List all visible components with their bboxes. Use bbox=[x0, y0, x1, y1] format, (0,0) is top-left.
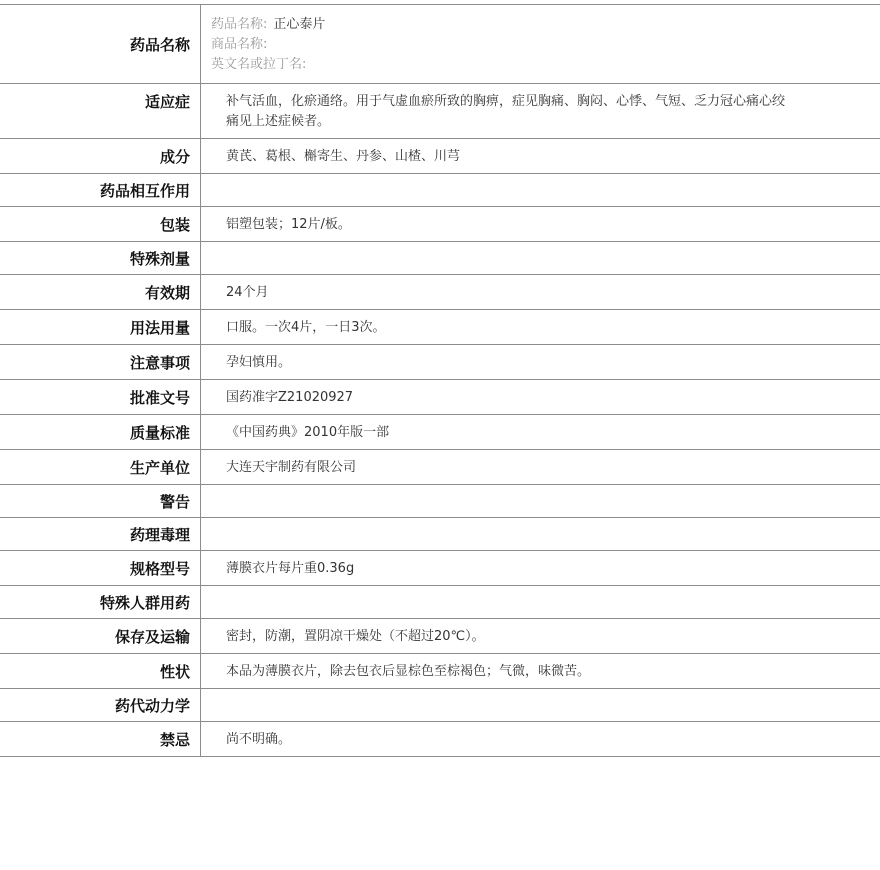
row-label: 性状 bbox=[0, 654, 201, 688]
row-label: 生产单位 bbox=[0, 450, 201, 484]
drug-name-key: 药品名称: bbox=[211, 17, 268, 32]
english-name-key: 英文名或拉丁名: bbox=[211, 57, 307, 72]
row-specification bbox=[0, 551, 880, 586]
row-packaging bbox=[0, 207, 880, 242]
row-drug-interactions bbox=[0, 174, 880, 207]
row-special-dosage bbox=[0, 242, 880, 275]
row-value: 本品为薄膜衣片，除去包衣后显棕色至棕褐色；气微，味微苦。 bbox=[226, 664, 591, 679]
row-contraindications bbox=[0, 722, 880, 757]
row-label: 适应症 bbox=[0, 84, 201, 138]
row-value: 24个月 bbox=[226, 285, 269, 300]
row-value: 口服。一次4片，一日3次。 bbox=[226, 320, 386, 335]
row-value bbox=[201, 242, 880, 274]
row-warning bbox=[0, 485, 880, 518]
row-label: 药品名称 bbox=[0, 5, 201, 83]
row-label: 药品相互作用 bbox=[0, 174, 201, 206]
row-value: 尚不明确。 bbox=[226, 732, 292, 747]
row-dosage bbox=[0, 310, 880, 345]
row-quality-standard bbox=[0, 415, 880, 450]
row-value bbox=[201, 689, 880, 721]
row-label: 用法用量 bbox=[0, 310, 201, 344]
row-value: 黄芪、葛根、槲寄生、丹参、山楂、川芎 bbox=[226, 149, 461, 164]
row-label: 有效期 bbox=[0, 275, 201, 309]
row-shelf-life bbox=[0, 275, 880, 310]
row-label: 禁忌 bbox=[0, 722, 201, 756]
trade-name-key: 商品名称: bbox=[211, 37, 268, 52]
row-value: 密封，防潮，置阴凉干燥处（不超过20℃）。 bbox=[226, 629, 485, 644]
row-value bbox=[201, 174, 880, 206]
english-name-line bbox=[211, 55, 870, 75]
row-ingredients bbox=[0, 139, 880, 174]
row-label: 药理毒理 bbox=[0, 518, 201, 550]
row-label: 包装 bbox=[0, 207, 201, 241]
row-value bbox=[201, 485, 880, 517]
row-label: 警告 bbox=[0, 485, 201, 517]
drug-name-value: 正心泰片 bbox=[273, 17, 326, 32]
row-label: 注意事项 bbox=[0, 345, 201, 379]
drug-names-block bbox=[201, 5, 880, 83]
row-precautions bbox=[0, 345, 880, 380]
row-value bbox=[201, 586, 880, 618]
row-value: 《中国药典》2010年版一部 bbox=[226, 425, 390, 440]
row-value: 国药准字Z21020927 bbox=[226, 390, 354, 405]
row-approval-number bbox=[0, 380, 880, 415]
row-label: 规格型号 bbox=[0, 551, 201, 585]
row-label: 特殊人群用药 bbox=[0, 586, 201, 618]
row-pharmacokinetics bbox=[0, 689, 880, 722]
row-special-populations bbox=[0, 586, 880, 619]
row-indications bbox=[0, 84, 880, 139]
row-label: 特殊剂量 bbox=[0, 242, 201, 274]
row-label: 保存及运输 bbox=[0, 619, 201, 653]
row-value: 铝塑包装；12片/板。 bbox=[226, 217, 351, 232]
row-value: 薄膜衣片每片重0.36g bbox=[226, 561, 355, 576]
row-value bbox=[201, 518, 880, 550]
row-label: 质量标准 bbox=[0, 415, 201, 449]
trade-name-line bbox=[211, 35, 870, 55]
row-value: 孕妇慎用。 bbox=[226, 355, 292, 370]
row-appearance bbox=[0, 654, 880, 689]
drug-spec-table bbox=[0, 4, 880, 757]
row-label: 成分 bbox=[0, 139, 201, 173]
row-label: 药代动力学 bbox=[0, 689, 201, 721]
drug-name-line bbox=[211, 15, 870, 35]
row-value: 大连天宇制药有限公司 bbox=[226, 460, 357, 475]
row-pharmacology bbox=[0, 518, 880, 551]
row-manufacturer bbox=[0, 450, 880, 485]
row-value: 补气活血，化瘀通络。用于气虚血瘀所致的胸痹，症见胸痛、胸闷、心悸、气短、乏力冠心痛心绞痛见上述症候者。 bbox=[226, 94, 786, 129]
row-label: 批准文号 bbox=[0, 380, 201, 414]
row-storage bbox=[0, 619, 880, 654]
row-drug-names bbox=[0, 5, 880, 84]
